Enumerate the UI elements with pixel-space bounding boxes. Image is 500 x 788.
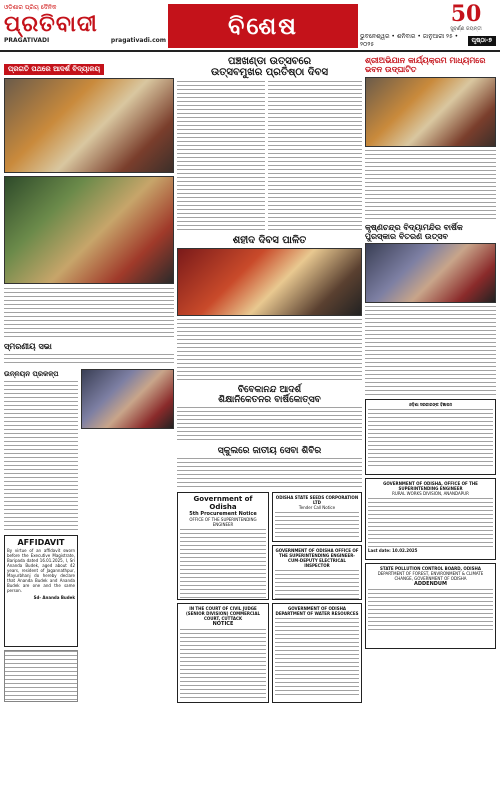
anniversary-text: ସୁବର୍ଣ୍ଣ ଜୟନ୍ତୀ (450, 26, 482, 32)
left-inset-photo[interactable] (81, 369, 174, 429)
right-headline-2[interactable]: କୃଷ୍ଣଚନ୍ଦ୍ର ବିଦ୍ୟାମନ୍ଦିର ବାର୍ଷିକ ପୁରସ୍କାର ବିତରଣ ଉତ୍ସବ (365, 222, 463, 241)
govt-advertisement (365, 399, 496, 475)
website-url[interactable]: pragativadi.com (110, 37, 166, 44)
procurement-office: OFFICE OF THE SUPERINTENDING ENGINEER (189, 517, 257, 527)
court-body (180, 629, 266, 699)
award-ceremony-photo[interactable] (365, 243, 496, 303)
water-title: GOVERNMENT OF ODISHA DEPARTMENT OF WATER RESOURCES (275, 606, 359, 616)
center-headline-3[interactable]: ବିବେକାନନ୍ଦ ଆଦର୍ଶ (237, 385, 302, 395)
center-headline-2[interactable]: ଶହୀଦ ଦିବସ ପାଳିତ (232, 235, 307, 246)
seeds-corporation-ad (272, 492, 362, 542)
right-column (365, 56, 496, 784)
pollution-sub: DEPARTMENT OF FOREST, ENVIRONMENT & CLIMATE CHANGE, GOVERNMENT OF ODISHA (377, 571, 484, 581)
electrical-inspector-ad (272, 545, 362, 600)
right-headline-1[interactable]: ଶ୍ରୀଅଭିଯାନ କାର୍ଯ୍ୟକ୍ରମ ମାଧ୍ୟମରେ ଭବନ ଉଦ୍‌ଘାଟିତ (365, 55, 486, 74)
court-notice-ad (177, 603, 269, 703)
water-resources-ad (272, 603, 362, 703)
left-column (4, 56, 174, 784)
seeds-body (275, 512, 359, 540)
masthead (0, 0, 500, 52)
addendum-body (368, 589, 493, 633)
logo-tagline: ଓଡ଼ିଶାର ପ୍ରିୟ ଦୈନିକ (4, 4, 57, 11)
center-headline-1b[interactable]: ଉତ୍ସବମୁଖର ପ୍ରତିଷ୍ଠା ଦିବସ (210, 67, 329, 78)
left-headline-3[interactable]: ଉନ୍ନୟନ ପ୍ରକଳ୍ପ (4, 369, 59, 378)
govt-ad-body (368, 409, 493, 467)
logo-text: ପ୍ରତିବାଦୀ (4, 11, 98, 37)
addendum-label: ADDENDUM (414, 581, 447, 587)
center-headline-3b[interactable]: ଶିକ୍ଷାନିକେତନର ବାର୍ଷିକୋତ୍ସବ (218, 395, 321, 405)
anniversary-number: 50 (450, 1, 482, 27)
rural-works-sub: RURAL WORKS DIVISION, ANANDAPUR (392, 491, 469, 496)
left-article-text (4, 288, 174, 338)
rural-works-table (368, 498, 493, 548)
court-title: IN THE COURT OF CIVIL JUDGE (SENIOR DIVISION) COMMERCIAL COURT, CUTTACK (185, 606, 261, 621)
procurement-gov: Government of Odisha (193, 495, 253, 511)
right-article-1-text (365, 150, 496, 220)
section-title: ବିଶେଷ (168, 4, 358, 48)
affidavit-notice (4, 535, 78, 647)
center-headline-4[interactable]: ସ୍କୁଲରେ ଜାତୀୟ ସେବା ଶିବିର (217, 446, 322, 456)
pollution-board-ad (365, 563, 496, 649)
court-notice-label: NOTICE (212, 621, 234, 627)
procurement-table (180, 529, 266, 601)
left-classified-ad (4, 650, 78, 702)
procurement-title: 5th Procurement Notice (189, 511, 257, 517)
logo-english: PRAGATIVADI (4, 37, 50, 44)
dateline (360, 34, 496, 48)
newspaper-logo[interactable] (4, 4, 166, 46)
affidavit-signature: Sd- Ananda Budek (33, 595, 75, 600)
seeds-notice: Tender Call Notice (298, 505, 336, 510)
inauguration-photo[interactable] (365, 77, 496, 147)
right-article-2-text (365, 306, 496, 396)
electrical-body (275, 570, 359, 600)
center-article-2-text (177, 319, 362, 381)
date-text: ଭୁବନେଶ୍ୱର • ଶନିବାର • ଜାନୁଆରୀ ୨୫ • ୨୦୨୫ (360, 33, 459, 48)
center-column (177, 56, 362, 784)
procurement-notice-ad (177, 492, 269, 600)
electrical-title: GOVERNMENT OF ODISHA OFFICE OF THE SUPERINTENDING ENGINEER-CUM-DEPUTY ELECTRICAL INSPECTOR (275, 548, 359, 568)
center-headline-1[interactable]: ପଞ୍ଚଖଣ୍ଡା ଉତ୍ସବରେ (227, 56, 312, 67)
center-article-3-text (177, 407, 362, 443)
center-article-4-text (177, 458, 362, 488)
anniversary-logo (436, 2, 496, 30)
rural-works-title: GOVERNMENT OF ODISHA, OFFICE OF THE SUPERINTENDING ENGINEER (383, 481, 478, 491)
rural-works-tender-ad (365, 478, 496, 560)
affidavit-body: By virtue of an affidavit sworn before the Executive Magistrate, Baripada dated 16.01.2025, I, Sri Ananda Budek, aged about 42 years, resident of Jagannathpur, Mayurbhanj do hereby declare that Ananda Budek and Ananda Budek are one and the same person. (7, 548, 75, 593)
govt-ad-title: ଓଡ଼ିଶା ସରକାରଙ୍କ ବିଜ୍ଞାପନ (408, 402, 453, 407)
center-article-1-text-a (177, 81, 265, 231)
left-article-2-text (4, 354, 174, 366)
left-article-3-text (4, 381, 78, 531)
left-section-tab: ପ୍ରଗତି ପଥରେ ଆଦର୍ଶ ବିଦ୍ୟାଳୟ (4, 64, 104, 75)
pollution-title: STATE POLLUTION CONTROL BOARD, ODISHA (380, 566, 481, 571)
left-headline-2[interactable]: ସ୍ମରଣୀୟ ସଭା (4, 341, 52, 351)
ceremony-photo[interactable] (4, 78, 174, 173)
center-article-1-text-b (268, 81, 362, 231)
affidavit-title: AFFIDAVIT (17, 538, 65, 547)
martyrs-day-photo[interactable] (177, 248, 362, 316)
rural-works-last-date: Last date: 10.02.2025 (368, 548, 418, 553)
page-number: ପୃଷ୍ଠା-୭ (468, 36, 496, 46)
group-photo[interactable] (4, 176, 174, 284)
water-body (275, 618, 359, 696)
seeds-title: ODISHA STATE SEEDS CORPORATION LTD (275, 495, 359, 505)
